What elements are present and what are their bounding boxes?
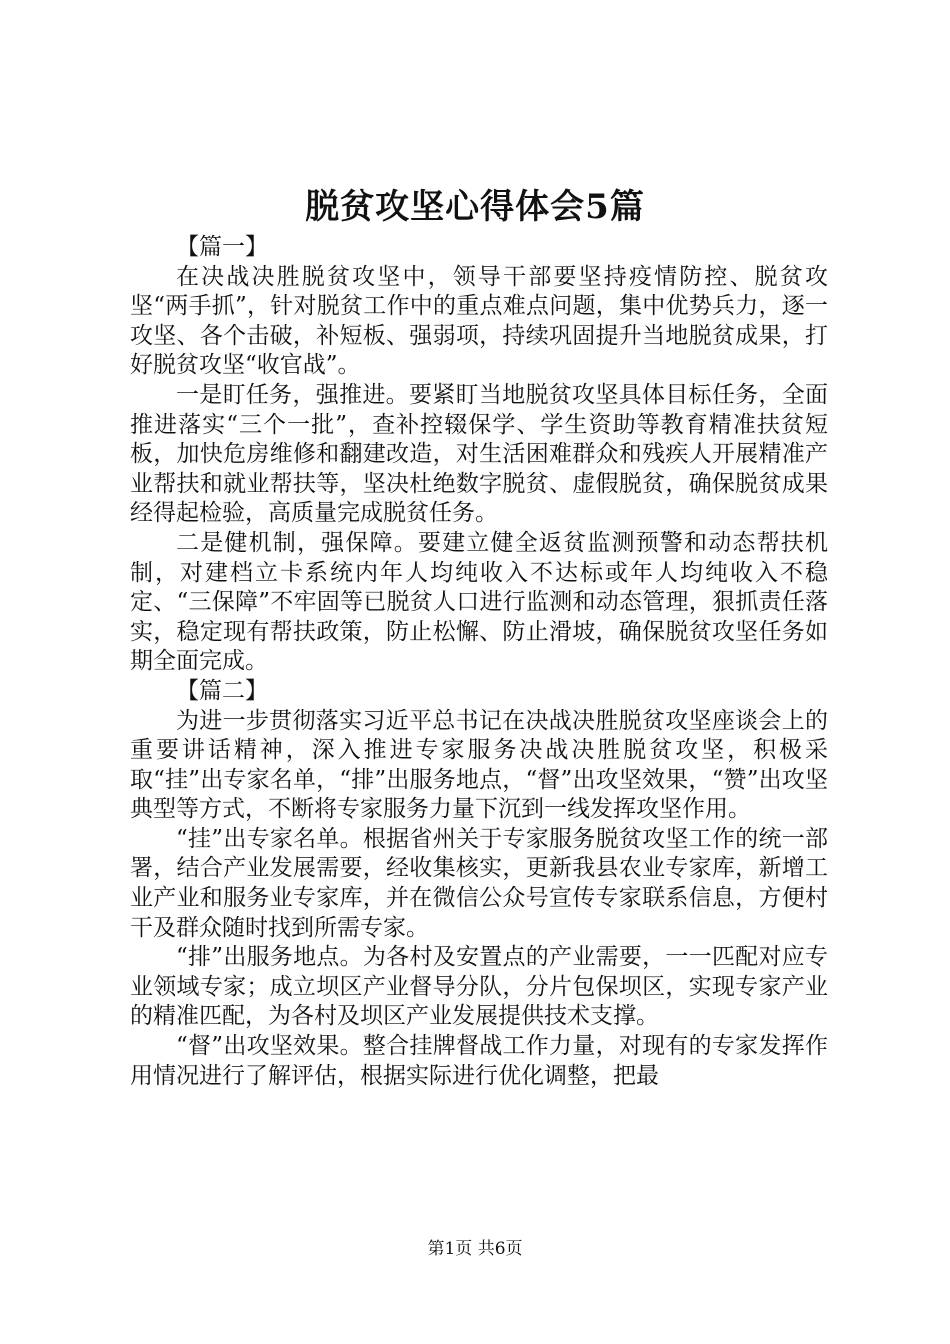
document-title: 脱贫攻坚心得体会5篇 <box>305 187 645 227</box>
paragraph: 一是盯任务，强推进。要紧盯当地脱贫攻坚具体目标任务，全面推进落实“三个一批”，查补控辍保学、学生资助等教育精准扶贫短板，加快危房维修和翻建改造，对生活困难群众和残疾人开展精准产业帮扶和就业帮扶等，坚决杜绝数字脱贫、虚假脱贫，确保脱贫成果经得起检验，高质量完成脱贫任务。 <box>130 381 828 527</box>
paragraph: “督”出攻坚效果。整合挂牌督战工作力量，对现有的专家发挥作用情况进行了解评估，根据实际进行优化调整，把最 <box>130 1033 828 1089</box>
paragraph: “排”出服务地点。为各村及安置点的产业需要，一一匹配对应专业领域专家；成立坝区产业督导分队，分片包保坝区，实现专家产业的精准匹配，为各村及坝区产业发展提供技术支撑。 <box>130 944 828 1030</box>
paragraph: 为进一步贯彻落实习近平总书记在决战决胜脱贫攻坚座谈会上的重要讲话精神，深入推进专家服务决战决胜脱贫攻坚，积极采取“挂”出专家名单，“排”出服务地点，“督”出攻坚效果，“赞”出攻坚典型等方式，不断将专家服务力量下沉到一线发挥攻坚作用。 <box>130 707 828 823</box>
paragraph: 二是健机制，强保障。要建立健全返贫监测预警和动态帮扶机制，对建档立卡系统内年人均纯收入不达标或年人均纯收入不稳定、“三保障”不牢固等已脱贫人口进行监测和动态管理，狠抓责任落实，稳定现有帮扶政策，防止松懈、防止滑坡，确保脱贫攻坚任务如期全面完成。 <box>130 529 828 675</box>
paragraph: “挂”出专家名单。根据省州关于专家服务脱贫攻坚工作的统一部署，结合产业发展需要，经收集核实，更新我县农业专家库，新增工业产业和服务业专家库，并在微信公众号宣传专家联系信息，方便村干及群众随时找到所需专家。 <box>130 825 828 941</box>
page-footer: 第1页 共6页 <box>427 1239 523 1259</box>
paragraph: 在决战决胜脱贫攻坚中，领导干部要坚持疫情防控、脱贫攻坚“两手抓”，针对脱贫工作中的重点难点问题，集中优势兵力，逐一攻坚、各个击破，补短板、强弱项，持续巩固提升当地脱贫成果，打好脱贫攻坚“收官战”。 <box>130 263 828 379</box>
document-body <box>130 233 828 1091</box>
section-heading: 【篇一】 <box>176 234 268 260</box>
section-heading: 【篇二】 <box>176 677 268 704</box>
